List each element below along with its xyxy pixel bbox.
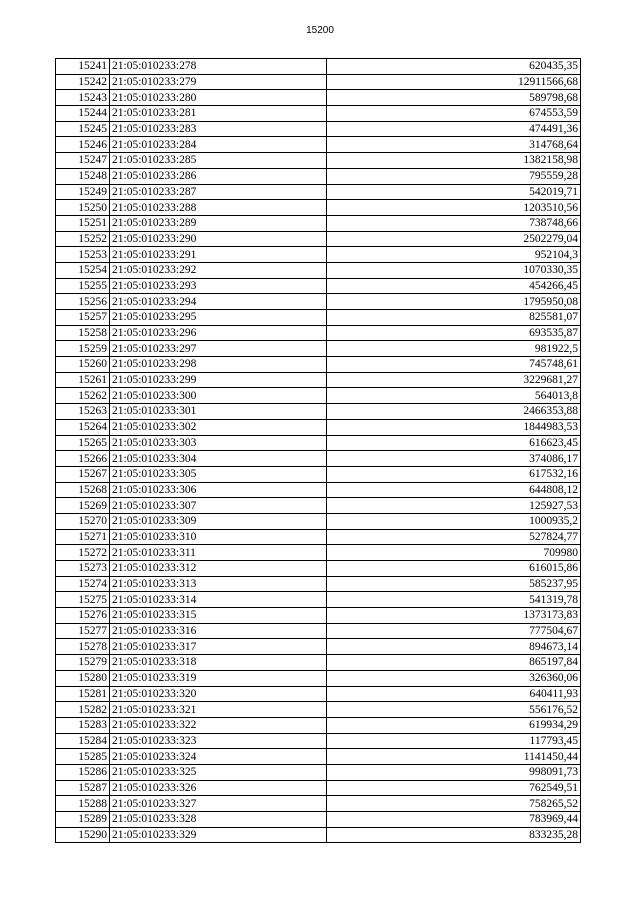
table-row [56, 827, 581, 843]
row-number-cell: 15275 [56, 592, 110, 608]
value-cell: 674553,59 [327, 106, 581, 122]
row-number-cell: 15263 [56, 404, 110, 420]
value-cell: 762549,51 [327, 780, 581, 796]
table-row [56, 372, 581, 388]
cadastral-number-cell: 21:05:010233:303 [110, 435, 327, 451]
table-row [56, 623, 581, 639]
table-row [56, 561, 581, 577]
value-cell: 2466353,88 [327, 404, 581, 420]
value-cell: 374086,17 [327, 451, 581, 467]
cadastral-number-cell: 21:05:010233:284 [110, 137, 327, 153]
row-number-cell: 15286 [56, 764, 110, 780]
cadastral-number-cell: 21:05:010233:305 [110, 466, 327, 482]
cadastral-number-cell: 21:05:010233:320 [110, 686, 327, 702]
page-number: 15200 [306, 25, 334, 36]
cadastral-number-cell: 21:05:010233:291 [110, 247, 327, 263]
value-cell: 644808,12 [327, 482, 581, 498]
table-row [56, 294, 581, 310]
value-cell: 894673,14 [327, 639, 581, 655]
cadastral-number-cell: 21:05:010233:312 [110, 561, 327, 577]
value-cell: 1795950,08 [327, 294, 581, 310]
row-number-cell: 15242 [56, 74, 110, 90]
row-number-cell: 15282 [56, 702, 110, 718]
value-cell: 125927,53 [327, 498, 581, 514]
table-row [56, 168, 581, 184]
table-row [56, 262, 581, 278]
row-number-cell: 15253 [56, 247, 110, 263]
value-cell: 738748,66 [327, 215, 581, 231]
table-row [56, 90, 581, 106]
table-row [56, 670, 581, 686]
cadastral-number-cell: 21:05:010233:317 [110, 639, 327, 655]
value-cell: 314768,64 [327, 137, 581, 153]
value-cell: 1070330,35 [327, 262, 581, 278]
row-number-cell: 15262 [56, 388, 110, 404]
cadastral-number-cell: 21:05:010233:280 [110, 90, 327, 106]
cadastral-number-cell: 21:05:010233:319 [110, 670, 327, 686]
value-cell: 542019,71 [327, 184, 581, 200]
cadastral-number-cell: 21:05:010233:281 [110, 106, 327, 122]
row-number-cell: 15273 [56, 561, 110, 577]
row-number-cell: 15271 [56, 529, 110, 545]
row-number-cell: 15251 [56, 215, 110, 231]
cadastral-number-cell: 21:05:010233:287 [110, 184, 327, 200]
cadastral-number-cell: 21:05:010233:285 [110, 153, 327, 169]
value-cell: 564013,8 [327, 388, 581, 404]
table-row [56, 419, 581, 435]
table-row [56, 231, 581, 247]
row-number-cell: 15270 [56, 513, 110, 529]
table-row [56, 592, 581, 608]
table-row [56, 482, 581, 498]
table-row [56, 780, 581, 796]
cadastral-number-cell: 21:05:010233:323 [110, 733, 327, 749]
row-number-cell: 15272 [56, 545, 110, 561]
row-number-cell: 15256 [56, 294, 110, 310]
value-cell: 1382158,98 [327, 153, 581, 169]
row-number-cell: 15246 [56, 137, 110, 153]
value-cell: 745748,61 [327, 357, 581, 373]
row-number-cell: 15281 [56, 686, 110, 702]
cadastral-number-cell: 21:05:010233:300 [110, 388, 327, 404]
row-number-cell: 15283 [56, 717, 110, 733]
cadastral-number-cell: 21:05:010233:318 [110, 655, 327, 671]
cadastral-number-cell: 21:05:010233:315 [110, 608, 327, 624]
value-cell: 619934,29 [327, 717, 581, 733]
value-cell: 777504,67 [327, 623, 581, 639]
cadastral-number-cell: 21:05:010233:314 [110, 592, 327, 608]
cadastral-number-cell: 21:05:010233:326 [110, 780, 327, 796]
row-number-cell: 15261 [56, 372, 110, 388]
table-row [56, 341, 581, 357]
cadastral-number-cell: 21:05:010233:296 [110, 325, 327, 341]
row-number-cell: 15252 [56, 231, 110, 247]
value-cell: 1141450,44 [327, 749, 581, 765]
table-body [56, 59, 581, 843]
cadastral-number-cell: 21:05:010233:325 [110, 764, 327, 780]
table-row [56, 200, 581, 216]
table-row [56, 639, 581, 655]
cadastral-number-cell: 21:05:010233:322 [110, 717, 327, 733]
cadastral-number-cell: 21:05:010233:316 [110, 623, 327, 639]
cadastral-number-cell: 21:05:010233:307 [110, 498, 327, 514]
row-number-cell: 15279 [56, 655, 110, 671]
cadastral-number-cell: 21:05:010233:293 [110, 278, 327, 294]
cadastral-number-cell: 21:05:010233:288 [110, 200, 327, 216]
table-row [56, 717, 581, 733]
row-number-cell: 15245 [56, 121, 110, 137]
table-row [56, 796, 581, 812]
table-row [56, 702, 581, 718]
value-cell: 474491,36 [327, 121, 581, 137]
cadastral-number-cell: 21:05:010233:328 [110, 812, 327, 828]
value-cell: 1844983,53 [327, 419, 581, 435]
row-number-cell: 15274 [56, 576, 110, 592]
value-cell: 825581,07 [327, 310, 581, 326]
cadastral-number-cell: 21:05:010233:294 [110, 294, 327, 310]
row-number-cell: 15290 [56, 827, 110, 843]
cadastral-number-cell: 21:05:010233:292 [110, 262, 327, 278]
cadastral-number-cell: 21:05:010233:301 [110, 404, 327, 420]
cadastral-number-cell: 21:05:010233:324 [110, 749, 327, 765]
row-number-cell: 15268 [56, 482, 110, 498]
value-cell: 833235,28 [327, 827, 581, 843]
row-number-cell: 15289 [56, 812, 110, 828]
value-cell: 865197,84 [327, 655, 581, 671]
value-cell: 1203510,56 [327, 200, 581, 216]
table-row [56, 278, 581, 294]
row-number-cell: 15278 [56, 639, 110, 655]
row-number-cell: 15247 [56, 153, 110, 169]
row-number-cell: 15264 [56, 419, 110, 435]
table-row [56, 247, 581, 263]
row-number-cell: 15259 [56, 341, 110, 357]
cadastral-number-cell: 21:05:010233:327 [110, 796, 327, 812]
cadastral-number-cell: 21:05:010233:279 [110, 74, 327, 90]
value-cell: 616623,45 [327, 435, 581, 451]
cadastral-number-cell: 21:05:010233:297 [110, 341, 327, 357]
row-number-cell: 15243 [56, 90, 110, 106]
value-cell: 454266,45 [327, 278, 581, 294]
value-cell: 326360,06 [327, 670, 581, 686]
cadastral-number-cell: 21:05:010233:302 [110, 419, 327, 435]
value-cell: 12911566,68 [327, 74, 581, 90]
table-row [56, 749, 581, 765]
cadastral-number-cell: 21:05:010233:298 [110, 357, 327, 373]
cadastral-number-cell: 21:05:010233:283 [110, 121, 327, 137]
cadastral-number-cell: 21:05:010233:286 [110, 168, 327, 184]
row-number-cell: 15248 [56, 168, 110, 184]
value-cell: 616015,86 [327, 561, 581, 577]
row-number-cell: 15287 [56, 780, 110, 796]
cadastral-number-cell: 21:05:010233:311 [110, 545, 327, 561]
row-number-cell: 15254 [56, 262, 110, 278]
row-number-cell: 15250 [56, 200, 110, 216]
value-cell: 589798,68 [327, 90, 581, 106]
value-cell: 2502279,04 [327, 231, 581, 247]
table-row [56, 215, 581, 231]
table-row [56, 74, 581, 90]
value-cell: 640411,93 [327, 686, 581, 702]
table-row [56, 153, 581, 169]
table-row [56, 513, 581, 529]
row-number-cell: 15276 [56, 608, 110, 624]
table-row [56, 812, 581, 828]
table-row [56, 310, 581, 326]
value-cell: 620435,35 [327, 59, 581, 75]
value-cell: 783969,44 [327, 812, 581, 828]
value-cell: 998091,73 [327, 764, 581, 780]
row-number-cell: 15288 [56, 796, 110, 812]
value-cell: 617532,16 [327, 466, 581, 482]
row-number-cell: 15244 [56, 106, 110, 122]
table-row [56, 388, 581, 404]
table-row [56, 435, 581, 451]
value-cell: 541319,78 [327, 592, 581, 608]
cadastral-number-cell: 21:05:010233:321 [110, 702, 327, 718]
table-row [56, 466, 581, 482]
cadastral-number-cell: 21:05:010233:306 [110, 482, 327, 498]
row-number-cell: 15277 [56, 623, 110, 639]
value-cell: 585237,95 [327, 576, 581, 592]
table-row [56, 545, 581, 561]
table-row [56, 121, 581, 137]
value-cell: 1000935,2 [327, 513, 581, 529]
row-number-cell: 15255 [56, 278, 110, 294]
cadastral-number-cell: 21:05:010233:290 [110, 231, 327, 247]
table-row [56, 764, 581, 780]
row-number-cell: 15265 [56, 435, 110, 451]
value-cell: 117793,45 [327, 733, 581, 749]
table-row [56, 576, 581, 592]
cadastral-number-cell: 21:05:010233:304 [110, 451, 327, 467]
cadastral-number-cell: 21:05:010233:329 [110, 827, 327, 843]
cadastral-number-cell: 21:05:010233:295 [110, 310, 327, 326]
row-number-cell: 15285 [56, 749, 110, 765]
table-row [56, 325, 581, 341]
row-number-cell: 15267 [56, 466, 110, 482]
table-row [56, 451, 581, 467]
row-number-cell: 15258 [56, 325, 110, 341]
table-row [56, 137, 581, 153]
table-row [56, 184, 581, 200]
value-cell: 758265,52 [327, 796, 581, 812]
row-number-cell: 15280 [56, 670, 110, 686]
cadastral-number-cell: 21:05:010233:309 [110, 513, 327, 529]
table-row [56, 686, 581, 702]
row-number-cell: 15257 [56, 310, 110, 326]
cadastral-number-cell: 21:05:010233:299 [110, 372, 327, 388]
table-row [56, 59, 581, 75]
value-cell: 1373173,83 [327, 608, 581, 624]
value-cell: 952104,3 [327, 247, 581, 263]
row-number-cell: 15284 [56, 733, 110, 749]
row-number-cell: 15260 [56, 357, 110, 373]
row-number-cell: 15249 [56, 184, 110, 200]
table-row [56, 106, 581, 122]
table-row [56, 608, 581, 624]
cadastre-table [55, 58, 581, 843]
cadastral-number-cell: 21:05:010233:310 [110, 529, 327, 545]
value-cell: 709980 [327, 545, 581, 561]
value-cell: 3229681,27 [327, 372, 581, 388]
table-row [56, 529, 581, 545]
cadastral-number-cell: 21:05:010233:313 [110, 576, 327, 592]
table-row [56, 498, 581, 514]
table-row [56, 357, 581, 373]
value-cell: 981922,5 [327, 341, 581, 357]
value-cell: 527824,77 [327, 529, 581, 545]
row-number-cell: 15241 [56, 59, 110, 75]
value-cell: 693535,87 [327, 325, 581, 341]
value-cell: 556176,52 [327, 702, 581, 718]
row-number-cell: 15269 [56, 498, 110, 514]
table-row [56, 733, 581, 749]
table-row [56, 404, 581, 420]
table-row [56, 655, 581, 671]
value-cell: 795559,28 [327, 168, 581, 184]
cadastral-number-cell: 21:05:010233:289 [110, 215, 327, 231]
cadastral-number-cell: 21:05:010233:278 [110, 59, 327, 75]
row-number-cell: 15266 [56, 451, 110, 467]
